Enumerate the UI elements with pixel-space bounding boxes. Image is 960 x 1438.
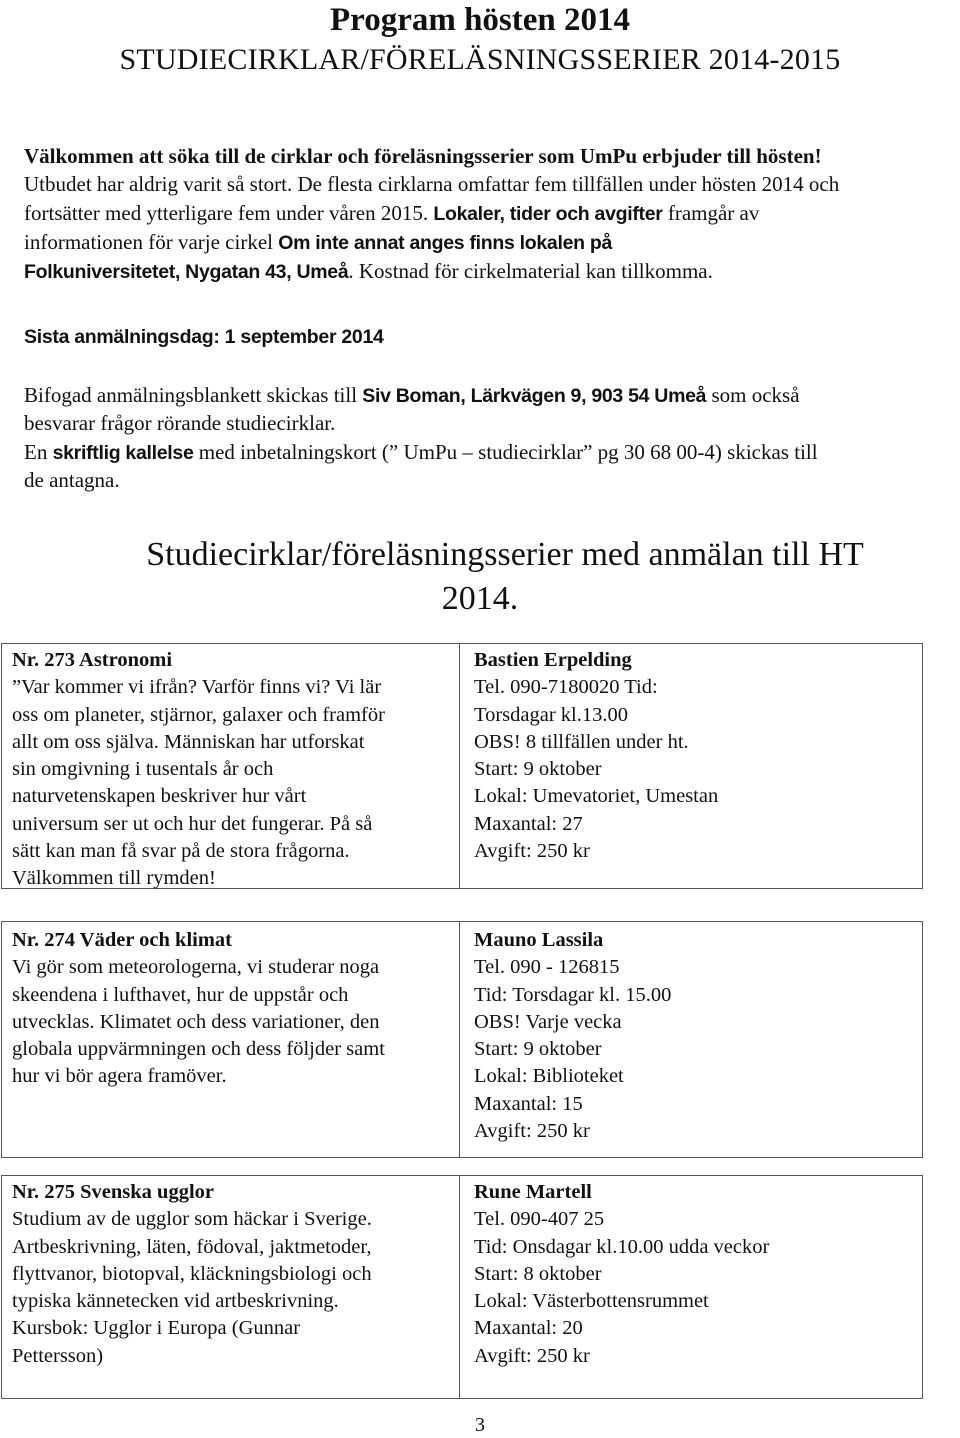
course-leader: Rune Martell xyxy=(474,1181,592,1203)
course-description-275: Nr. 275 Svenska ugglor Studium av de ugglor som häckar i Sverige. Artbeskrivning, läten, födoval, jaktmetoder, flyttvanor, biotopval, kläckningsbiologi och typiska kännetecken vid artbeskrivning. Kursbok: Ugglor i Europa (Gunnar Pettersson) xyxy=(12,1181,372,1367)
intro-welcome: Välkommen att söka till de cirklar och föreläsningsserier som UmPu erbjuder till hösten! xyxy=(24,144,822,168)
intro-line: Utbudet har aldrig varit så stort. De flesta cirklarna omfattar fem tillfällen under hösten 2014 och xyxy=(24,172,840,196)
course-title: Nr. 274 Väder och klimat xyxy=(12,929,233,951)
course-details-274: Mauno Lassila Tel. 090 - 126815 Tid: Torsdagar kl. 15.00 OBS! Varje vecka Start: 9 oktober Lokal: Biblioteket Maxantal: 15 Avgift: 250 kr xyxy=(474,929,672,1143)
course-title: Nr. 273 Astronomi xyxy=(12,649,173,671)
signup-deadline: Sista anmälningsdag: 1 september 2014 xyxy=(24,326,384,348)
section-heading: Studiecirklar/föreläsningsserier med anmälan till HT xyxy=(146,536,864,573)
course-description-274: Nr. 274 Väder och klimat Vi gör som meteorologerna, vi studerar noga skeendena i lufthavet, hur de uppstår och utvecklas. Klimatet och dess variationer, den globala uppvärmningen och dess följder samt hur vi bör agera framöver. xyxy=(12,929,385,1088)
page-number: 3 xyxy=(475,1414,485,1436)
course-details-273: Bastien Erpelding Tel. 090-7180020 Tid: Torsdagar kl.13.00 OBS! 8 tillfällen under ht. Start: 9 oktober Lokal: Umevatoriet, Umestan Maxantal: 27 Avgift: 250 kr xyxy=(474,649,719,863)
signup-line: de antagna. xyxy=(24,468,120,492)
course-title: Nr. 275 Svenska ugglor xyxy=(12,1181,214,1203)
intro-line: fortsätter med ytterligare fem under våren 2015. Lokaler, tider och avgifter framgår av xyxy=(24,201,760,225)
course-leader: Mauno Lassila xyxy=(474,929,604,951)
intro-line: informationen för varje cirkel Om inte annat anges finns lokalen på xyxy=(24,230,613,254)
course-leader: Bastien Erpelding xyxy=(474,649,632,671)
signup-line: En skriftlig kallelse med inbetalningskort (” UmPu – studiecirklar” pg 30 68 00-4) skickas till xyxy=(24,440,818,464)
course-description-273: Nr. 273 Astronomi ”Var kommer vi ifrån? Varför finns vi? Vi lär oss om planeter, stjärnor, galaxer och framför allt om oss själva. Människan har utforskat sin omgivning i tusentals år och naturvetenskapen beskriver hur vårt universum ser ut och hur det fungerar. På så sätt kan man få svar på de stora frågorna. Välkommen till rymden! xyxy=(12,649,385,890)
course-details-275: Rune Martell Tel. 090-407 25 Tid: Onsdagar kl.10.00 udda veckor Start: 8 oktober Lokal: Västerbottensrummet Maxantal: 20 Avgift: 250 kr xyxy=(474,1181,770,1367)
page-subtitle: STUDIECIRKLAR/FÖRELÄSNINGSSERIER 2014-2015 xyxy=(119,43,841,76)
intro-line: Folkuniversitetet, Nygatan 43, Umeå. Kostnad för cirkelmaterial kan tillkomma. xyxy=(24,259,713,283)
signup-line: Bifogad anmälningsblankett skickas till Siv Boman, Lärkvägen 9, 903 54 Umeå som också xyxy=(24,383,800,407)
section-heading-year: 2014. xyxy=(441,580,519,617)
page-title: Program hösten 2014 xyxy=(329,2,631,38)
signup-line: besvarar frågor rörande studiecirklar. xyxy=(24,411,336,435)
